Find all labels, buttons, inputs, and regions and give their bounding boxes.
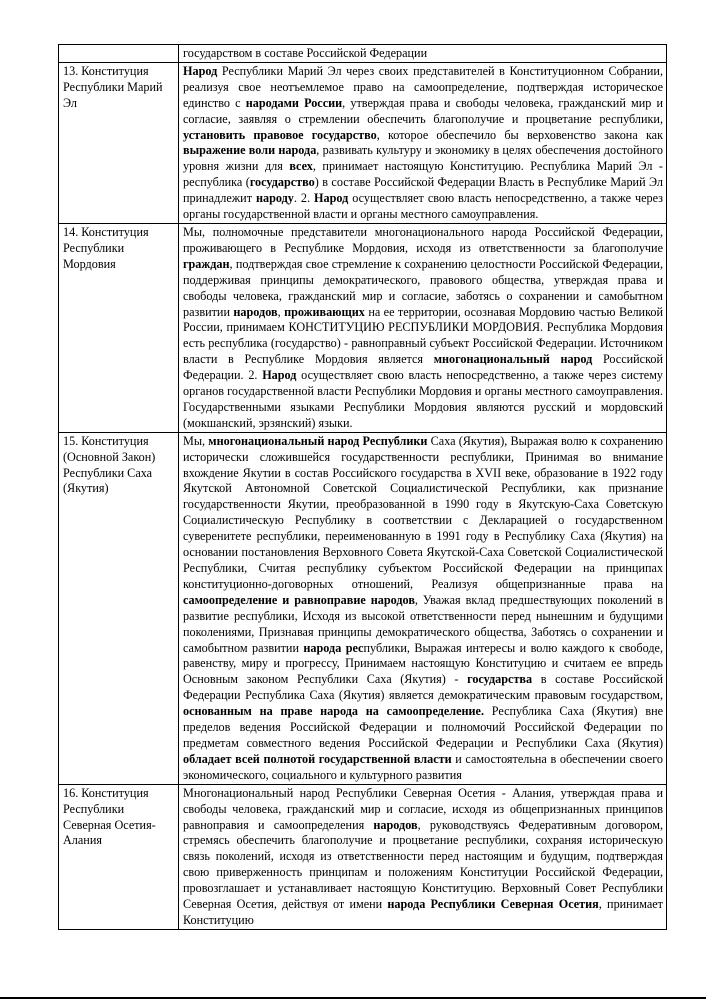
bold-text-segment: народа Республики Северная Осетия bbox=[387, 897, 599, 912]
text-segment: , подтверждая свое стремление к сохранению целостности Российской Федерации, поддерживая принципы демократического, правового общества, утверждая права и свободы человека, гражданский мир и согласие, заботясь о сохранении и самобытном развитии bbox=[183, 256, 663, 319]
bold-text-segment: обладает всей полнотой государственной власти bbox=[183, 751, 452, 766]
text-segment: Саха (Якутия), Выражая волю к сохранению исторически сложившейся государственности республики, Принимая во внимание вхождение Якутии в состав Российского государства в XVII веке, образование в 1922 году Якутской Автономной Советской Социалистической Республики, как признание государственности Якутии, преобразованной в 1990 году в Якутскую-Саха Советскую Социалистическую Республику в соответствии с Декларацией о государственном суверенитете республики, переименованную в 1991 году в Республику Саха (Якутия) на основании постановления Верховного Совета Якутской-Саха Советской Социалистической Республики, Считая республику субъектом Российской Федерации на принципах конституционно-договорных отношений, Реализуя общепризнанные права на bbox=[183, 433, 663, 591]
table-row bbox=[59, 223, 667, 432]
text-segment: , утверждая права и свободы человека, гражданский мир и согласие, заявляя о стремлении обеспечить благополучие и процветание республики, bbox=[183, 95, 663, 126]
text-segment: Республика Саха (Якутия) вне пределов ведения Российской Федерации и полномочий Российской Федерации по предметам совместного ведения Российской Федерации и Республики Саха (Якутия) bbox=[183, 704, 664, 750]
text-segment: Мы, bbox=[183, 433, 209, 448]
text-segment: Мы, полномочные представители многонационального народа Российской Федерации, проживающего в Республике Мордовия, исходя из ответственности за благополучие bbox=[183, 224, 663, 255]
text-segment: , bbox=[277, 304, 285, 319]
bold-text-segment: многонациональный народ Республики bbox=[208, 433, 428, 448]
text-segment: осуществляет свою власть непосредственно, а также через систему органов государственной власти Республики Мордовия и органы местного самоуправления. Государственными языками Республики Мордовия являются русский и мордовский (мокшанский, эрзянский) языки. bbox=[183, 368, 664, 430]
table-row bbox=[59, 784, 667, 929]
constitution-name-cell: 14. Конституция Республики Мордовия bbox=[59, 223, 179, 432]
page-bottom-rule bbox=[0, 997, 706, 999]
text-segment: Республики Марий Эл через своих представителей в Конституционном Собрании, реализуя свое неотъемлемое право на самоопределение, подтверждая историческое единство с bbox=[183, 63, 663, 110]
preamble-text-cell bbox=[179, 432, 667, 784]
text-segment: в составе Российской Федерации Республика Саха (Якутия) является демократическим правовым государством, bbox=[183, 672, 663, 703]
bold-text-segment: Народ bbox=[314, 191, 349, 206]
bold-text-segment: всех bbox=[289, 159, 313, 174]
text-segment: публики, Выражая интересы и волю каждого к свободе, равенству, миру и прогрессу, Принимаем настоящую Конституцию и считаем ее впредь Основным законом Республики Саха (Якутия) - bbox=[183, 640, 663, 687]
constitution-name-cell: 13. Конституция Республики Марий Эл bbox=[59, 62, 179, 223]
bold-text-segment: основанным на праве народа на самоопределение. bbox=[183, 704, 485, 719]
constitutions-table-body bbox=[59, 45, 667, 930]
bold-text-segment: народов bbox=[373, 817, 418, 832]
text-segment: и самостоятельна в обеспечении своего экономического, социального и культурного развития bbox=[183, 751, 663, 782]
bold-text-segment: самоопределение и равноправие народов bbox=[183, 592, 415, 607]
bold-text-segment: многонациональный народ bbox=[433, 352, 593, 367]
text-segment: государством в составе Российской Федерации bbox=[183, 46, 428, 60]
bold-text-segment: народа рес bbox=[303, 640, 364, 655]
constitution-name-cell: 15. Конституция (Основной Закон) Республики Саха (Якутия) bbox=[59, 432, 179, 784]
bold-text-segment: государство bbox=[249, 175, 315, 190]
bold-text-segment: народами России bbox=[245, 95, 343, 110]
preamble-text-cell bbox=[179, 223, 667, 432]
bold-text-segment: Народ bbox=[183, 63, 218, 78]
constitutions-table bbox=[58, 44, 667, 930]
text-segment: Многонациональный народ Республики Северная Осетия - Алания, утверждая права и свободы человека, гражданский мир и согласие, исходя из общепризнанных принципов равноправия и самоопределения bbox=[183, 785, 663, 832]
text-segment: , принимает настоящую Конституцию. Республика Марий Эл - республика ( bbox=[183, 159, 663, 190]
table-row bbox=[59, 62, 667, 223]
bold-text-segment: Народ bbox=[262, 368, 297, 383]
constitution-name-cell bbox=[59, 45, 179, 63]
text-segment: , которое обеспечило бы верховенство закона как bbox=[376, 127, 664, 142]
bold-text-segment: народу bbox=[256, 191, 294, 206]
text-segment: , развивать культуру и экономику в целях обеспечения достойного уровня жизни для bbox=[183, 143, 663, 174]
bold-text-segment: граждан bbox=[183, 256, 230, 271]
text-segment: , принимает Конституцию bbox=[183, 897, 663, 927]
text-segment: ) в составе Российской Федерации Власть в Республике Марий Эл принадлежит bbox=[183, 175, 663, 206]
constitution-name-cell: 16. Конституция Республики Северная Осетия-Алания bbox=[59, 784, 179, 929]
preamble-text-cell bbox=[179, 784, 667, 929]
table-row bbox=[59, 432, 667, 784]
preamble-text-cell bbox=[179, 62, 667, 223]
table-row bbox=[59, 45, 667, 63]
preamble-text-cell bbox=[179, 45, 667, 63]
text-segment: . 2. bbox=[293, 191, 315, 206]
bold-text-segment: установить правовое государство bbox=[183, 127, 377, 142]
bold-text-segment: народов bbox=[233, 304, 278, 319]
text-segment: осуществляет свою власть непосредственно, а также через органы государственной власти и органы местного самоуправления. bbox=[183, 191, 663, 222]
bold-text-segment: проживающих bbox=[284, 304, 365, 319]
text-segment: , руководствуясь Федеративным договором, стремясь обеспечить благополучие и процветание республики, сохраняя историческую связь поколений, исходя из ответственности перед настоящим и будущим, подтверждая свою приверженность принципам и положениям Конституции Российской Федерации, провозглашает и устанавливает настоящую Конституцию. Верховный Совет Республики Северная Осетия, действуя от имени bbox=[183, 817, 663, 912]
text-segment: на ее территории, осознавая Мордовию частью Великой России, принимаем КОНСТИТУЦИЮ РЕСПУБЛИКИ МОРДОВИЯ. Республика Мордовия есть республика (государство) - равноправный субъект Российской Федерации. Источником власти в Республике Мордовия является bbox=[183, 304, 663, 367]
bold-text-segment: государства bbox=[467, 672, 533, 687]
bold-text-segment: выражение воли народа bbox=[183, 143, 317, 158]
text-segment: , Уважая вклад предшествующих поколений в развитие республики, Исходя из высокой ответственности перед нынешним и будущими поколениями, Признавая принципы демократического общества, Заботясь о сохранении и самобытном развитии bbox=[183, 592, 663, 655]
text-segment: Российской Федерации. 2. bbox=[183, 352, 664, 383]
